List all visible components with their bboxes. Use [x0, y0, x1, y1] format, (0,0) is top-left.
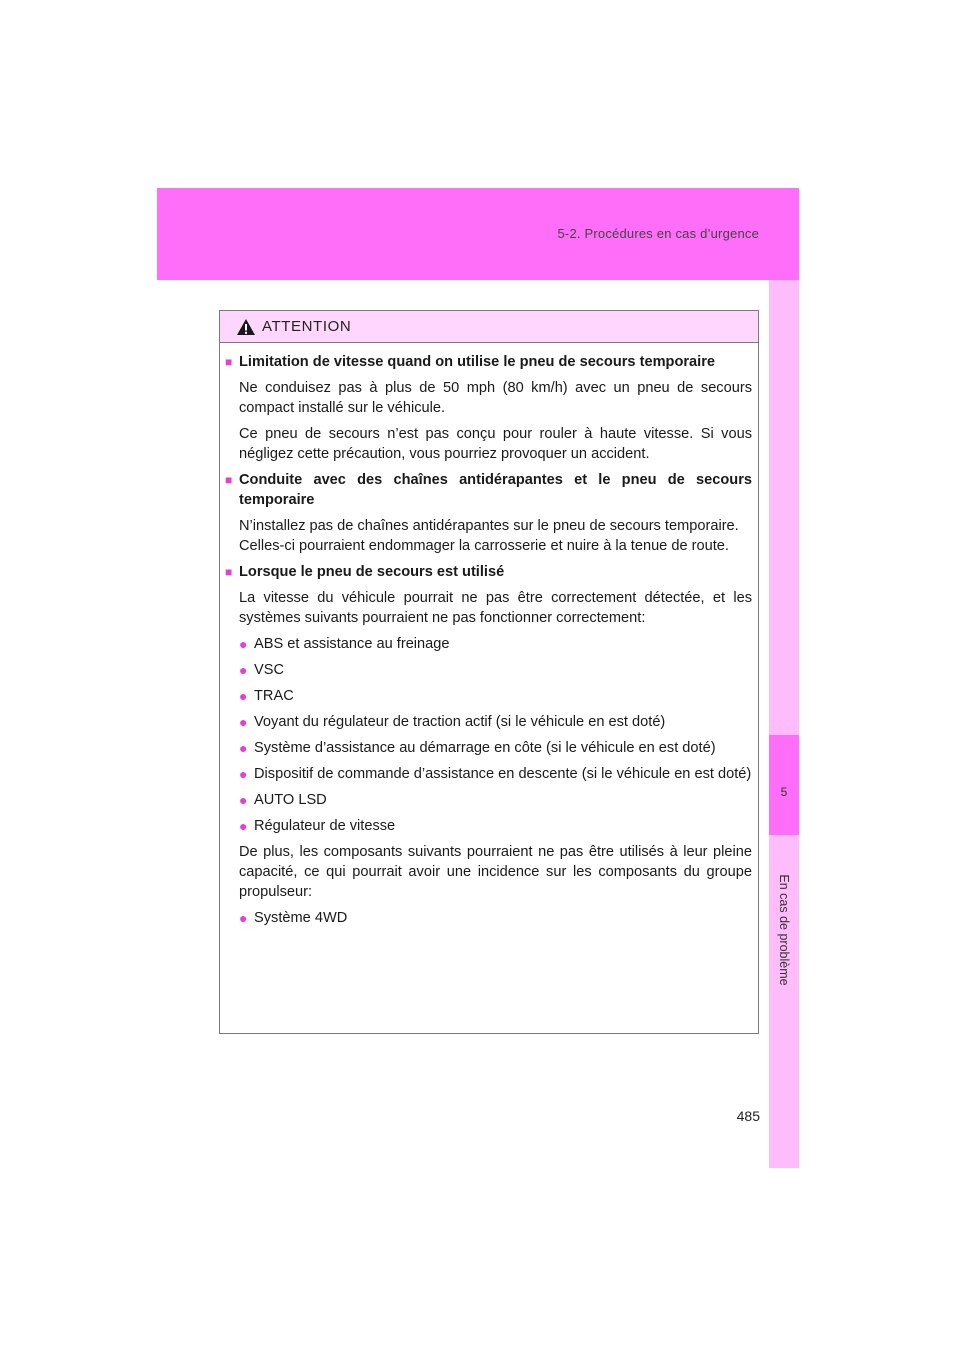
header-band [157, 188, 799, 280]
paragraph: Celles-ci pourraient endommager la carrosserie et nuire à la tenue de route. [239, 538, 729, 554]
circle-bullet-icon: ● [239, 714, 248, 730]
section-snow-chains [225, 470, 752, 556]
circle-bullet-icon: ● [239, 910, 248, 926]
list-item: ● Régulateur de vitesse [239, 818, 396, 834]
chapter-label: En cas de problème [777, 874, 791, 986]
list-item: ● VSC [239, 662, 285, 678]
list-item: ● TRAC [239, 688, 294, 704]
section-spare-in-use [225, 562, 752, 928]
section-heading: Lorsque le pneu de secours est utilisé [239, 564, 505, 580]
section-speed-limit [225, 352, 752, 464]
circle-bullet-icon: ● [239, 818, 248, 834]
square-bullet-icon: ■ [225, 565, 233, 579]
paragraph: Ce pneu de secours n’est pas conçu pour rouler à haute vitesse. Si vous négligez cette précaution, vous pourriez provoquer un accident. [239, 426, 752, 462]
warning-body [220, 343, 758, 928]
circle-bullet-icon: ● [239, 688, 248, 704]
square-bullet-icon: ■ [225, 355, 233, 369]
list-item: ● Voyant du régulateur de traction actif (si le véhicule en est doté) [239, 714, 666, 730]
warning-triangle-icon [236, 318, 256, 336]
circle-bullet-icon: ● [239, 766, 248, 782]
section-heading: Conduite avec des chaînes antidérapantes et le pneu de secours temporaire [239, 472, 752, 508]
list-item: ● Système d’assistance au démarrage en côte (si le véhicule en est doté) [239, 740, 716, 756]
circle-bullet-icon: ● [239, 792, 248, 808]
paragraph: La vitesse du véhicule pourrait ne pas être correctement détectée, et les systèmes suivants pourraient ne pas fonctionner correctement: [239, 590, 752, 626]
list-item: ● ABS et assistance au freinage [239, 636, 450, 652]
list-item: ● Système 4WD [239, 910, 348, 926]
square-bullet-icon: ■ [225, 473, 233, 487]
paragraph: N’installez pas de chaînes antidérapantes sur le pneu de secours temporaire. [239, 518, 739, 534]
side-strip [769, 280, 799, 1168]
warning-title: ATTENTION [262, 318, 352, 335]
paragraph: De plus, les composants suivants pourraient ne pas être utilisés à leur pleine capacité, ce qui pourrait avoir une incidence sur les composants du groupe propulseur: [239, 844, 752, 900]
circle-bullet-icon: ● [239, 740, 248, 756]
page-number: 485 [736, 1108, 760, 1124]
chapter-number: 5 [780, 785, 788, 799]
circle-bullet-icon: ● [239, 662, 248, 678]
paragraph: Ne conduisez pas à plus de 50 mph (80 km/h) avec un pneu de secours compact installé sur le véhicule. [239, 380, 752, 416]
section-heading: Limitation de vitesse quand on utilise le pneu de secours temporaire [239, 354, 716, 370]
circle-bullet-icon: ● [239, 636, 248, 652]
warning-header [220, 311, 758, 343]
warning-box [219, 310, 759, 1034]
section-title: 5-2. Procédures en cas d’urgence [557, 226, 759, 241]
list-item: ● Dispositif de commande d’assistance en descente (si le véhicule en est doté) [239, 766, 752, 782]
list-item: ● AUTO LSD [239, 792, 327, 808]
chapter-tab [769, 735, 799, 835]
